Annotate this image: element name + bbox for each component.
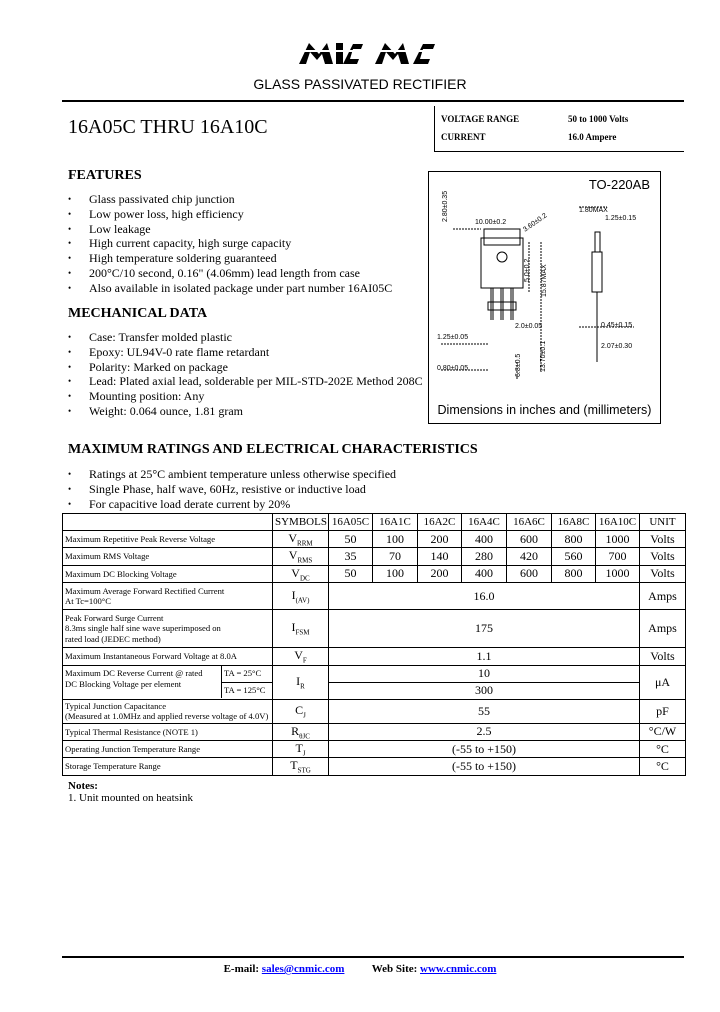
table-cell: 16.0 — [329, 583, 640, 610]
table-cell: $T_J$ — [273, 740, 329, 757]
current-value: 16.0 Ampere — [568, 132, 617, 142]
table-row — [63, 699, 686, 723]
table-cell: 175 — [329, 610, 640, 648]
table-cell: 16A6C — [507, 514, 552, 531]
table-cell: Volts — [640, 548, 686, 565]
table-cell: 70 — [373, 548, 418, 565]
table-cell: 1000 — [596, 531, 640, 548]
list-item: • Low power loss, high efficiency — [68, 207, 392, 222]
table-cell: pF — [640, 699, 686, 723]
table-cell: 280 — [462, 548, 507, 565]
package-drawing — [428, 171, 661, 424]
spec-underline — [434, 151, 684, 152]
table-cell: Typical Junction Capacitance (Measured at 1.0MHz and applied reverse voltage of 4.0V) — [63, 699, 273, 723]
voltage-range-value: 50 to 1000 Volts — [568, 114, 629, 124]
spec-divider — [434, 106, 435, 152]
table-cell: Amps — [640, 583, 686, 610]
table-row — [63, 514, 686, 531]
table-row — [63, 610, 686, 648]
table-cell: μA — [640, 665, 686, 699]
table-row — [63, 583, 686, 610]
footer-rule — [62, 956, 684, 958]
table-cell: 16A2C — [418, 514, 462, 531]
list-item: • Lead: Plated axial lead, solderable per MIL-STD-202E Method 208C — [68, 374, 423, 389]
table-cell: 1.1 — [329, 648, 640, 665]
table-cell: 16A05C — [329, 514, 373, 531]
table-row — [63, 531, 686, 548]
part-title: 16A05C THRU 16A10C — [68, 116, 268, 138]
table-cell: °C/W — [640, 723, 686, 740]
table-cell: Peak Forward Surge Current 8.3ms single half sine wave superimposed on rated load (JEDEC method) — [63, 610, 273, 648]
list-item: • Single Phase, half wave, 60Hz, resistive or inductive load — [68, 482, 396, 497]
brand-logo — [295, 40, 445, 66]
table-cell: 600 — [507, 531, 552, 548]
table-row — [63, 723, 686, 740]
table-cell: 400 — [462, 531, 507, 548]
table-cell — [63, 514, 273, 531]
table-cell: $C_J$ — [273, 699, 329, 723]
dim-label: 3.60±0.2 — [522, 212, 549, 234]
list-item: • Ratings at 25°C ambient temperature unless otherwise specified — [68, 467, 396, 482]
dim-label: 1.25±0.15 — [605, 215, 637, 222]
email-link[interactable]: sales@cnmic.com — [261, 963, 345, 975]
list-item: • 200°C/10 second, 0.16" (4.06mm) lead length from case — [68, 266, 392, 281]
website-link[interactable]: www.cnmic.com — [420, 963, 497, 975]
table-cell: Storage Temperature Range — [63, 758, 273, 775]
table-cell: 50 — [329, 531, 373, 548]
table-cell: 400 — [462, 565, 507, 582]
table-cell: Amps — [640, 610, 686, 648]
dim-label: 6.8±0.5 — [515, 353, 522, 377]
table-cell: $I_{FSM}$ — [273, 610, 329, 648]
table-cell: 2.5 — [329, 723, 640, 740]
list-item: • High current capacity, high surge capacity — [68, 236, 392, 251]
table-cell: Maximum Average Forward Rectified Current At Tc=100°C — [63, 583, 273, 610]
dim-label: 2.0±0.05 — [515, 323, 543, 330]
table-row — [63, 665, 686, 682]
table-row — [63, 565, 686, 582]
table-cell: 420 — [507, 548, 552, 565]
table-cell: 200 — [418, 565, 462, 582]
table-cell: 700 — [596, 548, 640, 565]
table-cell: 16A8C — [552, 514, 596, 531]
table-cell: 10 — [329, 665, 640, 682]
table-cell: $I_{(AV)}$ — [273, 583, 329, 610]
list-item: • Polarity: Marked on package — [68, 360, 423, 375]
table-cell: 35 — [329, 548, 373, 565]
table-cell: Volts — [640, 531, 686, 548]
table-cell: 800 — [552, 531, 596, 548]
table-cell: UNIT — [640, 514, 686, 531]
ratings-table — [62, 513, 686, 776]
table-cell: Volts — [640, 648, 686, 665]
table-cell: 16A1C — [373, 514, 418, 531]
table-row — [63, 548, 686, 565]
table-cell: (-55 to +150) — [329, 758, 640, 775]
features-list — [68, 192, 392, 296]
mechanical-list — [68, 330, 423, 419]
table-cell: Maximum Repetitive Peak Reverse Voltage — [63, 531, 273, 548]
table-cell: 100 — [373, 531, 418, 548]
package-caption: Dimensions in inches and (millimeters) — [437, 403, 652, 417]
dim-label: 5.0±0.2 — [524, 258, 531, 282]
list-item: • Case: Transfer molded plastic — [68, 330, 423, 345]
list-item: • Low leakage — [68, 222, 392, 237]
website-label: Web Site: — [371, 963, 418, 975]
table-cell: 16A10C — [596, 514, 640, 531]
table-cell: $V_{RRM}$ — [273, 531, 329, 548]
table-cell: $I_R$ — [273, 665, 329, 699]
dim-label: 13.70±0.1 — [540, 340, 547, 372]
table-cell: $V_{RMS}$ — [273, 548, 329, 565]
table-cell: $T_{STG}$ — [273, 758, 329, 775]
table-cell: 55 — [329, 699, 640, 723]
features-heading: FEATURES — [68, 168, 142, 183]
conditions-list — [68, 467, 396, 511]
dim-label: 2.07±0.30 — [601, 343, 633, 350]
table-cell: Typical Thermal Resistance (NOTE 1) — [63, 723, 273, 740]
table-cell: (-55 to +150) — [329, 740, 640, 757]
list-item: • Also available in isolated package under part number 16AI05C — [68, 281, 392, 296]
table-cell: 100 — [373, 565, 418, 582]
table-cell: 300 — [329, 682, 640, 699]
dim-label: 1.25±0.05 — [437, 334, 469, 341]
list-item: • Mounting position: Any — [68, 389, 423, 404]
dim-label: 2.80±0.35 — [442, 190, 449, 222]
package-name: TO-220AB — [588, 177, 650, 192]
table-cell: 560 — [552, 548, 596, 565]
table-cell: Operating Junction Temperature Range — [63, 740, 273, 757]
top-rule — [62, 100, 684, 102]
table-row — [63, 648, 686, 665]
table-cell: 800 — [552, 565, 596, 582]
table-cell: $R_{\theta JC}$ — [273, 723, 329, 740]
table-row — [63, 758, 686, 775]
table-cell: $V_{DC}$ — [273, 565, 329, 582]
table-cell: 50 — [329, 565, 373, 582]
table-row — [63, 740, 686, 757]
list-item: • Epoxy: UL94V-0 rate flame retardant — [68, 345, 423, 360]
table-cell: 140 — [418, 548, 462, 565]
list-item: • Weight: 0.064 ounce, 1.81 gram — [68, 404, 423, 419]
current-label: CURRENT — [441, 132, 486, 142]
table-cell: Volts — [640, 565, 686, 582]
note-item: 1. Unit mounted on heatsink — [68, 792, 193, 804]
dim-label: 15.87MAX — [541, 264, 548, 297]
table-cell: °C — [640, 758, 686, 775]
table-cell: 1000 — [596, 565, 640, 582]
table-cell: 200 — [418, 531, 462, 548]
table-cell: SYMBOLS — [273, 514, 329, 531]
dim-label: 0.80±0.05 — [437, 365, 469, 372]
notes-heading: Notes: — [68, 780, 98, 792]
list-item: • High temperature soldering guaranteed — [68, 251, 392, 266]
table-cell: Maximum DC Blocking Voltage — [63, 565, 273, 582]
voltage-range-label: VOLTAGE RANGE — [441, 114, 520, 124]
email-label: E-mail: — [223, 963, 260, 975]
table-cell: 16A4C — [462, 514, 507, 531]
dim-label: 1.80MAX — [579, 207, 608, 214]
table-cell: °C — [640, 740, 686, 757]
list-item: • Glass passivated chip junction — [68, 192, 392, 207]
package-outline-icon — [429, 172, 662, 397]
table-cell: $V_F$ — [273, 648, 329, 665]
table-cell: 600 — [507, 565, 552, 582]
table-cell: Maximum RMS Voltage — [63, 548, 273, 565]
mechanical-heading: MECHANICAL DATA — [68, 306, 208, 321]
dim-label: 0.45±0.15 — [601, 322, 633, 329]
notes — [68, 780, 193, 804]
dim-label: 10.00±0.2 — [475, 219, 507, 226]
document-subtitle: GLASS PASSIVATED RECTIFIER — [253, 76, 467, 92]
footer — [0, 963, 720, 975]
table-cell: Maximum Instantaneous Forward Voltage at 8.0A — [63, 648, 273, 665]
list-item: • For capacitive load derate current by 20% — [68, 497, 396, 512]
table-cell: Maximum DC Reverse Current @ rated DC Blocking Voltage per element TA = 25°C TA = 125°C — [63, 665, 273, 699]
ratings-heading: MAXIMUM RATINGS AND ELECTRICAL CHARACTERISTICS — [68, 442, 478, 457]
